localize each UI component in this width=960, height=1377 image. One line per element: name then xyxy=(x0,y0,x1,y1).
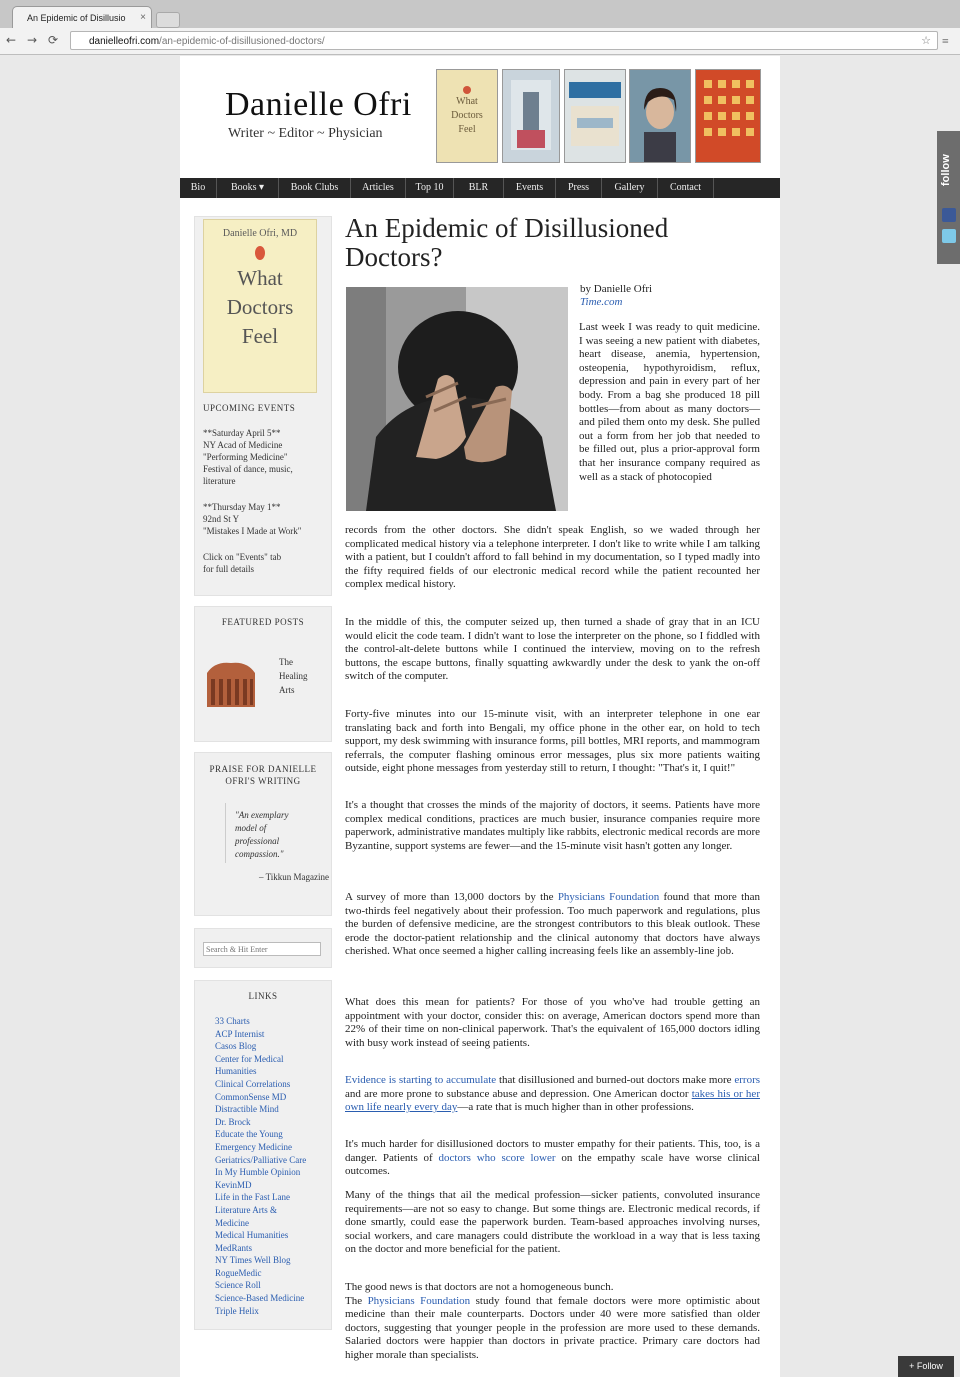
sidebar-links-widget xyxy=(194,980,332,1330)
sidebar-events-widget xyxy=(194,216,332,596)
url-domain: danielleofri.com xyxy=(89,36,160,47)
sidebar-link[interactable]: Science-Based Medicine xyxy=(215,1293,305,1304)
sidebar-link[interactable]: MedRants xyxy=(215,1242,252,1253)
links-list xyxy=(215,1015,327,1317)
article-paragraph-8 xyxy=(345,1138,760,1179)
byline-author: by Danielle Ofri xyxy=(580,283,653,295)
sidebar-link[interactable]: Dr. Brock xyxy=(215,1116,251,1127)
article-paragraph-6: What does this mean for patients? For those of you who've had trouble getting an appointment with your doctor, consider this: on average, American doctors spend more than 22% of their time on non-clinical paperwork. That's the equivalent of 165,000 doctors idling with busy work instead of seeing patients. xyxy=(345,996,760,1049)
article-paragraph-1: Last week I was ready to quit medicine. I was seeing a new patient with diabetes, heart disease, anemia, hypertension, osteopenia, hypothyroidism, reflux, depression and pain in every part of her body. From a bag she produced 18 pill bottles—from about as many doctors—and piled them onto my desk. She pulled out a form from her job that needed to be filled out, plus a prior-approval form that her insurance company required as well as a stack of photocopied xyxy=(579,321,760,483)
book-cover-singular-intimacies[interactable] xyxy=(564,69,626,163)
follow-button[interactable]: + Follow xyxy=(898,1356,954,1377)
tab-title: An Epidemic of Disillusio xyxy=(27,13,126,23)
back-arrow-icon[interactable]: ← xyxy=(6,33,17,47)
article-byline xyxy=(580,283,652,309)
featured-post-line: Arts xyxy=(279,685,295,695)
nav-book-clubs[interactable]: Book Clubs xyxy=(279,178,351,198)
sidebar-praise-widget xyxy=(194,752,332,916)
article-photo-art xyxy=(346,287,568,511)
text-run: that disillusioned and burned-out doctors make more xyxy=(496,1074,735,1086)
sidebar-link[interactable]: Science Roll xyxy=(215,1280,261,1291)
nav-press[interactable]: Press xyxy=(556,178,602,198)
book-cover-art xyxy=(696,70,760,162)
svg-text:What: What xyxy=(456,96,478,107)
book-cover-what-doctors-feel[interactable] xyxy=(436,69,498,163)
event-line: Festival of dance, music, xyxy=(203,464,293,474)
nav-articles[interactable]: Articles xyxy=(351,178,406,198)
sidebar-link[interactable]: Educate the Young xyxy=(215,1129,283,1140)
article-paragraph-2: In the middle of this, the computer seized up, then turned a shade of gray that in an ICU would elicit the code team. I didn't want to lose the interpreter on the phone, so I fiddled with the control-alt-delete buttons while I continued the interview, moving on to the refresh buttons, the escape buttons, finally squatting awkwardly under the desk to yank the on-off switch of the computer. xyxy=(345,616,760,683)
text-run: study found that female doctors were more optimistic about medicine than their male counterparts. Doctors under 40 were more satisfied than older doctors, suggesting that younger people in the profession are more used to these demands. Salaried doctors were happier than doctors in private practice. Primary care doctors had higher morale than specialists. xyxy=(345,1294,760,1361)
book-title-line-3: Feel xyxy=(241,324,279,348)
article-photo xyxy=(346,287,568,511)
event-line: literature xyxy=(203,476,236,486)
text-run: —a rate that is much higher than in other professions. xyxy=(457,1101,694,1114)
article-title: An Epidemic of Disillusioned Doctors? xyxy=(345,213,669,272)
article-paragraph-7 xyxy=(345,1074,760,1115)
sidebar-link[interactable]: Medical Humanities xyxy=(215,1230,289,1241)
physicians-foundation-link-2[interactable]: Physicians Foundation xyxy=(367,1294,471,1307)
paragraph-10-body xyxy=(345,1295,760,1363)
featured-post-title[interactable] xyxy=(279,655,308,697)
browser-toolbar xyxy=(0,28,960,55)
book-title-line-1: What xyxy=(237,266,283,290)
nav-blr[interactable]: BLR xyxy=(454,178,504,198)
book-cover-art xyxy=(503,70,559,162)
sidebar-link[interactable]: CommonSense MD xyxy=(215,1091,287,1102)
sidebar-search-widget xyxy=(194,928,332,968)
browser-menu-icon[interactable]: ≡ xyxy=(942,34,949,48)
sidebar-link[interactable]: In My Humble Opinion xyxy=(215,1167,301,1178)
sidebar-link[interactable]: Distractible Mind xyxy=(215,1104,279,1115)
physicians-foundation-link[interactable]: Physicians Foundation xyxy=(557,891,660,903)
svg-text:Feel: Feel xyxy=(458,124,476,135)
evidence-link[interactable]: Evidence is starting to accumulate xyxy=(345,1074,497,1086)
text-run: A survey of more than 13,000 doctors by the xyxy=(345,891,558,903)
suicide-rate-link[interactable]: takes his or her own life nearly every day xyxy=(345,1087,760,1114)
book-covers-banner xyxy=(436,69,761,164)
events-heading: UPCOMING EVENTS xyxy=(203,403,296,413)
sidebar-link[interactable]: Center for Medical xyxy=(215,1053,284,1064)
new-tab-button[interactable] xyxy=(156,12,180,28)
article-paragraph-3: Forty-five minutes into our 15-minute visit, with an interpreter telephone in one ear translating back and forth into Bengali, my office phone in the other ear, on hold to tech support, my desk swimming with insurance forms, pill bottles, MRI reports, and mammogram referrals, the computer flashing ominous error messages, plus six more patients waiting outside, eight phone messages from yesterday still to return, I thought: "That's it, I quit!" xyxy=(345,708,760,775)
follow-label: follow xyxy=(940,154,952,186)
sidebar-link[interactable]: NY Times Well Blog xyxy=(215,1255,291,1266)
text-run: and are more prone to substance abuse and depression. One American doctor xyxy=(345,1087,692,1100)
nav-contact[interactable]: Contact xyxy=(658,178,714,198)
facebook-icon[interactable] xyxy=(942,208,956,222)
text-run: The xyxy=(345,1294,368,1307)
article-paragraph-1-cont: records from the other doctors. She didn't speak English, so we waded through her complicated medical history via a telephone interpreter. I don't like to write while I am talking with a patient, but I couldn't afford to fall behind in my documentation, so I typed madly into the fifty required fields of our electronic medical record while the patient recounted her complex medical history. xyxy=(345,524,760,591)
featured-post-line: Healing xyxy=(279,671,308,681)
sidebar-link[interactable]: KevinMD xyxy=(215,1179,252,1190)
praise-heading: PRAISE FOR DANIELLE OFRI'S WRITING xyxy=(209,764,317,786)
site-title[interactable]: Danielle Ofri xyxy=(225,86,412,123)
heart-icon xyxy=(255,246,265,260)
author-photo[interactable] xyxy=(629,69,691,163)
follow-sidebar-widget[interactable] xyxy=(937,131,960,264)
page-container xyxy=(180,56,780,1377)
search-input[interactable] xyxy=(203,942,321,956)
sidebar-link[interactable]: Life in the Fast Lane xyxy=(215,1192,290,1203)
event-line: Click on "Events" tab xyxy=(203,552,282,562)
sidebar-link[interactable]: 33 Charts xyxy=(215,1016,250,1026)
links-heading: LINKS xyxy=(248,991,278,1001)
bookmark-star-icon[interactable]: ☆ xyxy=(921,35,931,47)
book-cover-art xyxy=(565,70,625,162)
sidebar-link[interactable]: Humanities xyxy=(215,1066,257,1077)
praise-source: – Tikkun Magazine xyxy=(258,872,329,882)
browser-tabstrip xyxy=(0,0,960,28)
sidebar-book-author: Danielle Ofri, MD xyxy=(222,228,298,239)
nav-top-10[interactable]: Top 10 xyxy=(406,178,454,198)
text-run: on the empathy scale have worse clinical outcomes. xyxy=(345,1151,760,1178)
book-cover-art xyxy=(437,70,497,162)
forward-arrow-icon[interactable]: → xyxy=(27,33,38,47)
twitter-icon[interactable] xyxy=(942,229,956,243)
article-paragraph-10 xyxy=(345,1281,760,1363)
sidebar-link[interactable]: Clinical Correlations xyxy=(215,1078,291,1089)
nav-books[interactable]: Books ▾ xyxy=(217,178,279,198)
sidebar-book-title xyxy=(204,264,316,351)
sidebar-link[interactable]: Medicine xyxy=(215,1217,249,1228)
browser-tab[interactable] xyxy=(12,6,152,28)
event-line: "Performing Medicine" xyxy=(203,452,288,462)
main-nav xyxy=(180,178,780,198)
sidebar-link[interactable]: Literature Arts & xyxy=(215,1204,277,1215)
book-title-line-2: Doctors xyxy=(226,295,294,319)
event-line: **Saturday April 5** xyxy=(203,428,281,438)
featured-post-thumbnail[interactable] xyxy=(205,657,257,709)
site-tagline: Writer ~ Editor ~ Physician xyxy=(228,126,383,141)
errors-link[interactable]: errors xyxy=(734,1074,761,1086)
sidebar-book-cover[interactable] xyxy=(203,219,317,393)
svg-text:Doctors: Doctors xyxy=(451,110,483,121)
event-line: for full details xyxy=(203,564,254,574)
text-run: found that more than two-thirds feel negatively about their profession. Too much paperwork and regulations, plus the burden of defensive medicine, are the strongest contributors to this bleak outlook. These erode the doctor-patient relationship and the clinical autonomy that doctors have always cherished. What once seemed a higher calling increasing feels like an assembly-line job. xyxy=(345,891,761,958)
event-line: "Mistakes I Made at Work" xyxy=(203,526,302,536)
tab-close-icon[interactable]: × xyxy=(140,12,146,23)
events-list xyxy=(203,427,328,575)
quote-rule xyxy=(225,803,226,863)
featured-post-image xyxy=(205,657,257,709)
article-paragraph-5 xyxy=(345,891,760,959)
event-line: NY Acad of Medicine xyxy=(203,440,283,450)
praise-quote: "An exemplary model of professional compassion." xyxy=(235,810,289,859)
reload-icon[interactable]: ⟳ xyxy=(48,33,59,47)
url-path: /an-epidemic-of-disillusioned-doctors/ xyxy=(159,36,325,47)
sidebar-link[interactable]: Geriatrics/Palliative Care xyxy=(215,1154,307,1165)
address-bar[interactable] xyxy=(70,31,938,50)
event-spacer xyxy=(203,537,328,551)
featured-heading: FEATURED POSTS xyxy=(221,617,305,627)
event-line: **Thursday May 1** xyxy=(203,502,281,512)
byline-source-link[interactable]: Time.com xyxy=(580,296,623,308)
article-paragraph-9: Many of the things that ail the medical profession—sicker patients, convoluted insurance requirements—are not so easy to change. But some things are. Electronic medical records, if done smartly, could ease the paperwork burden. Team-based approaches involving nurses, social workers, and care managers could distribute the workload in a way that is less taxing on the doctor and more beneficial for the patient. xyxy=(345,1189,760,1256)
nav-gallery[interactable]: Gallery xyxy=(602,178,658,198)
nav-bio[interactable]: Bio xyxy=(180,178,217,198)
article-paragraph-4: It's a thought that crosses the minds of the majority of doctors, it seems. Patients have more complex medical conditions, practices are much busier, insurance companies require more paperwork, administrative mandates multiply like rabbits, electronic medical records are more Byzantine, support systems are fewer—and the 15-minute visit hasn't gotten any longer. xyxy=(345,799,760,852)
sidebar-link[interactable]: Triple Helix xyxy=(215,1305,259,1316)
sidebar-featured-posts xyxy=(194,606,332,742)
book-cover-2[interactable] xyxy=(502,69,560,163)
sidebar-link[interactable]: RogueMedic xyxy=(215,1267,262,1278)
empathy-study-link[interactable]: doctors who score lower xyxy=(438,1151,556,1164)
author-photo-art xyxy=(630,70,690,162)
text-run: It's much harder for disillusioned doctors to muster empathy for their patients. This, too, is a danger. Patients of xyxy=(345,1138,760,1164)
nav-events[interactable]: Events xyxy=(504,178,556,198)
sidebar-link[interactable]: ACP Internist xyxy=(215,1028,265,1039)
sidebar-link[interactable]: Emergency Medicine xyxy=(215,1141,293,1152)
event-line: 92nd St Y xyxy=(203,514,240,524)
paragraph-10-lead: The good news is that doctors are not a homogeneous bunch. xyxy=(345,1281,614,1293)
event-spacer xyxy=(203,487,328,501)
sidebar-link[interactable]: Casos Blog xyxy=(215,1041,257,1052)
featured-post-line: The xyxy=(279,657,293,667)
book-cover-5[interactable] xyxy=(695,69,761,163)
